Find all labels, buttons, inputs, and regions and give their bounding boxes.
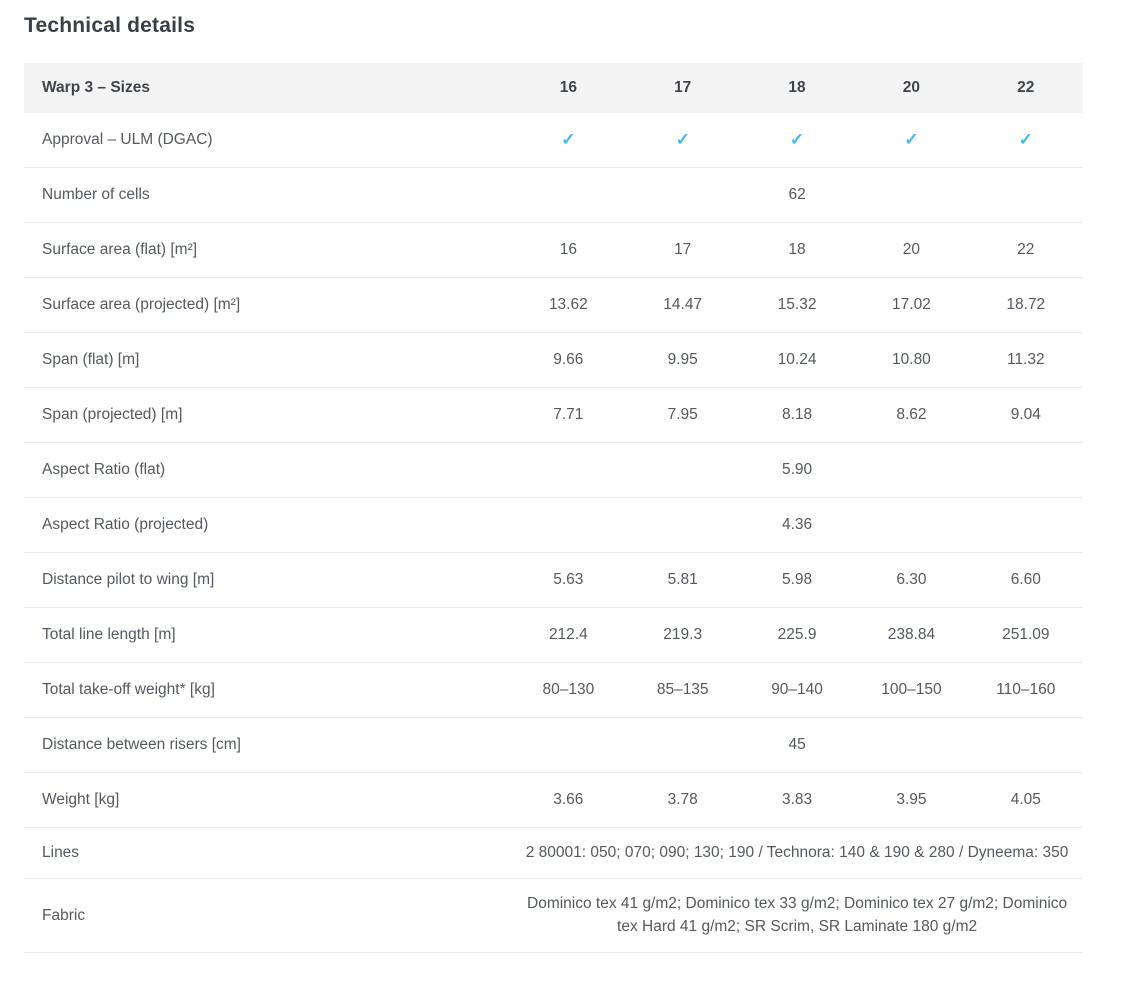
row-label: Span (projected) [m]	[24, 388, 511, 443]
table-row-takeoff-weight	[24, 663, 1083, 718]
cell-value: Dominico tex 41 g/m2; Dominico tex 33 g/m2; Dominico tex 27 g/m2; Dominico tex Hard 41 g/m2; SR Scrim, SR Laminate 180 g/m2	[511, 879, 1083, 953]
row-label: Approval – ULM (DGAC)	[24, 113, 511, 168]
cell-value: 238.84	[854, 608, 968, 663]
cell-value: 6.60	[969, 553, 1083, 608]
row-label: Span (flat) [m]	[24, 333, 511, 388]
cell-value: 5.63	[511, 553, 625, 608]
row-label: Distance pilot to wing [m]	[24, 553, 511, 608]
cell-value: 7.95	[626, 388, 740, 443]
cell-value: 5.90	[511, 443, 1083, 498]
row-label: Distance between risers [cm]	[24, 718, 511, 773]
cell-value: 15.32	[740, 278, 854, 333]
check-icon: ✓	[904, 130, 919, 149]
table-header	[24, 63, 1083, 113]
table-row-span-flat	[24, 333, 1083, 388]
table-row-approval	[24, 113, 1083, 168]
table-body	[24, 113, 1083, 953]
cell-value: 2 80001: 050; 070; 090; 130; 190 / Technora: 140 & 190 & 280 / Dyneema: 350	[511, 828, 1083, 879]
row-label: Aspect Ratio (flat)	[24, 443, 511, 498]
cell-value: 9.04	[969, 388, 1083, 443]
cell-value: 10.24	[740, 333, 854, 388]
cell-value: 22	[969, 223, 1083, 278]
cell-value: 3.66	[511, 773, 625, 828]
table-row-pilot-distance	[24, 553, 1083, 608]
cell-value: 10.80	[854, 333, 968, 388]
cell-value: 110–160	[969, 663, 1083, 718]
cell-value: 100–150	[854, 663, 968, 718]
cell-value: 17	[626, 223, 740, 278]
row-label: Number of cells	[24, 168, 511, 223]
cell-value: 16	[511, 223, 625, 278]
check-icon: ✓	[561, 130, 576, 149]
cell-value: 212.4	[511, 608, 625, 663]
table-row-surface-flat	[24, 223, 1083, 278]
cell-value: 3.83	[740, 773, 854, 828]
check-icon: ✓	[675, 130, 690, 149]
cell-value: 219.3	[626, 608, 740, 663]
cell-value: 17.02	[854, 278, 968, 333]
row-label: Weight [kg]	[24, 773, 511, 828]
cell-value: 90–140	[740, 663, 854, 718]
cell-value: 13.62	[511, 278, 625, 333]
row-label: Total take-off weight* [kg]	[24, 663, 511, 718]
header-label: Warp 3 – Sizes	[24, 63, 511, 113]
table-row-line-length	[24, 608, 1083, 663]
cell-value: 18	[740, 223, 854, 278]
table-row-aspect-projected	[24, 498, 1083, 553]
cell-value: 45	[511, 718, 1083, 773]
table-row-surface-projected	[24, 278, 1083, 333]
cell-value: 11.32	[969, 333, 1083, 388]
header-size-16: 16	[511, 63, 625, 113]
header-size-18: 18	[740, 63, 854, 113]
cell-approval	[740, 113, 854, 168]
table-row-aspect-flat	[24, 443, 1083, 498]
check-icon: ✓	[789, 130, 805, 149]
cell-value: 85–135	[626, 663, 740, 718]
cell-value: 225.9	[740, 608, 854, 663]
table-row-span-projected	[24, 388, 1083, 443]
cell-value: 9.66	[511, 333, 625, 388]
row-label: Surface area (flat) [m²]	[24, 223, 511, 278]
cell-value: 62	[511, 168, 1083, 223]
row-label: Surface area (projected) [m²]	[24, 278, 511, 333]
cell-value: 8.62	[854, 388, 968, 443]
table-row-lines	[24, 828, 1083, 879]
check-icon: ✓	[1018, 130, 1033, 149]
cell-approval	[969, 113, 1083, 168]
header-size-22: 22	[969, 63, 1083, 113]
cell-value: 5.81	[626, 553, 740, 608]
table-row-fabric	[24, 879, 1083, 953]
technical-details-table	[24, 63, 1083, 953]
cell-value: 4.36	[511, 498, 1083, 553]
header-size-20: 20	[854, 63, 968, 113]
cell-value: 3.95	[854, 773, 968, 828]
table-row-weight	[24, 773, 1083, 828]
cell-value: 5.98	[740, 553, 854, 608]
cell-value: 251.09	[969, 608, 1083, 663]
cell-value: 3.78	[626, 773, 740, 828]
row-label: Total line length [m]	[24, 608, 511, 663]
cell-approval	[626, 113, 740, 168]
cell-value: 18.72	[969, 278, 1083, 333]
table-row-cells	[24, 168, 1083, 223]
row-label: Lines	[24, 828, 511, 879]
row-label: Aspect Ratio (projected)	[24, 498, 511, 553]
cell-value: 4.05	[969, 773, 1083, 828]
cell-approval	[511, 113, 625, 168]
cell-value: 80–130	[511, 663, 625, 718]
cell-value: 9.95	[626, 333, 740, 388]
row-label: Fabric	[24, 879, 511, 953]
table-row-riser-distance	[24, 718, 1083, 773]
cell-approval	[854, 113, 968, 168]
cell-value: 14.47	[626, 278, 740, 333]
cell-value: 8.18	[740, 388, 854, 443]
cell-value: 7.71	[511, 388, 625, 443]
cell-value: 20	[854, 223, 968, 278]
page-title: Technical details	[24, 14, 196, 37]
header-size-17: 17	[626, 63, 740, 113]
cell-value: 6.30	[854, 553, 968, 608]
table-header-row	[24, 63, 1083, 113]
